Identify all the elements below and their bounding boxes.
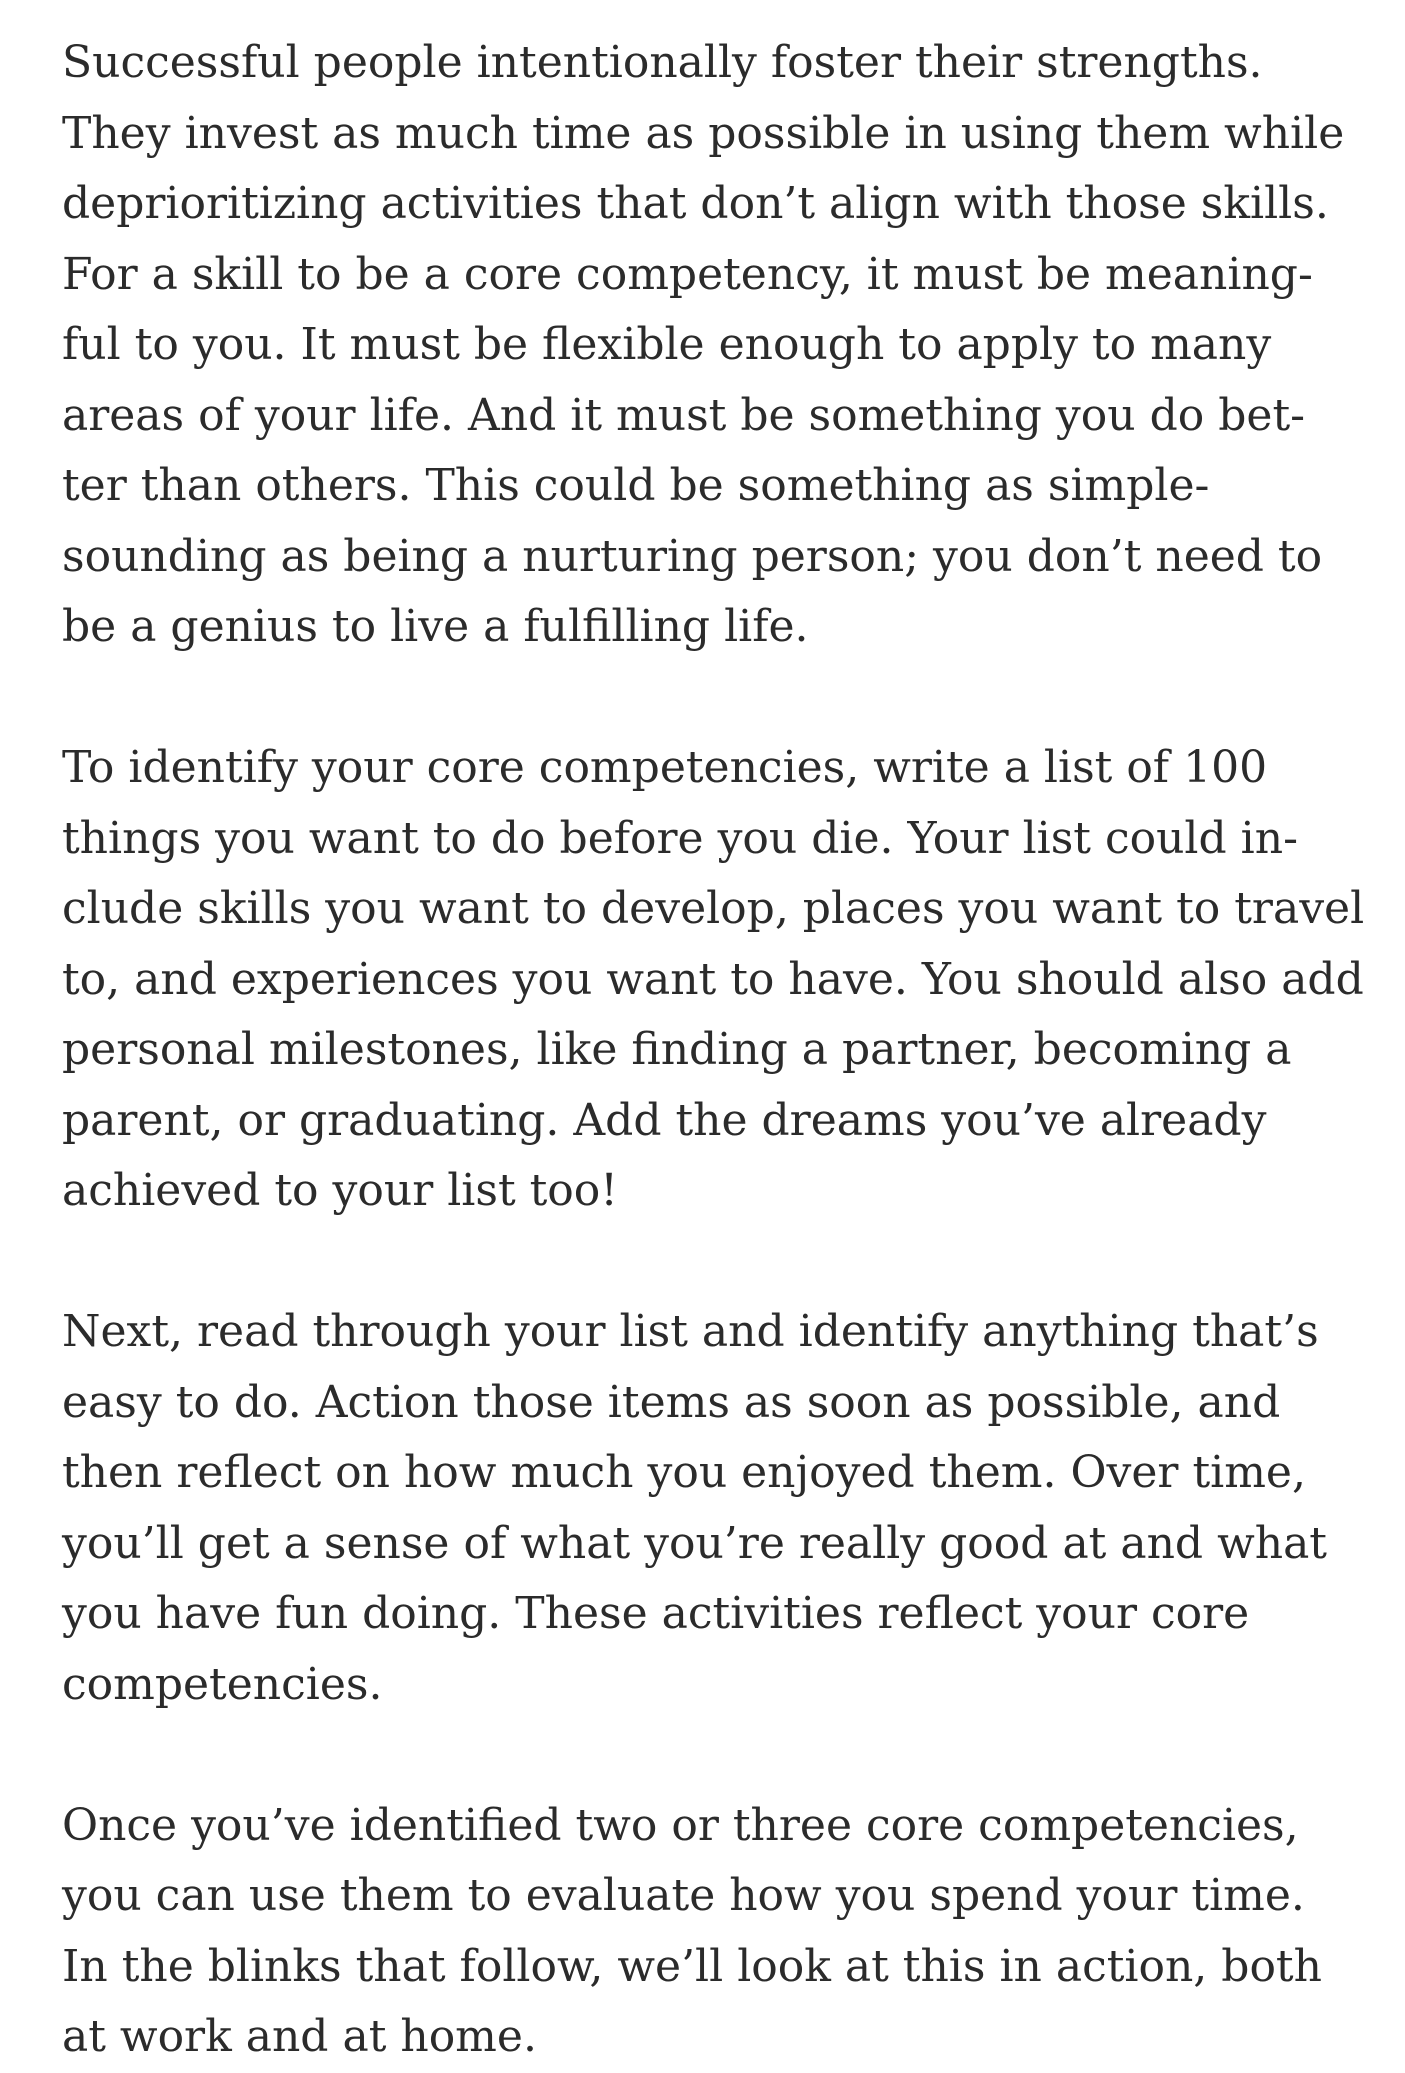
paragraph-3: [62, 1297, 1382, 1720]
text-line: Once you’ve identified two or three core competencies,: [62, 1799, 1299, 1851]
text-line: things you want to do before you die. Your list could in-: [62, 812, 1298, 864]
text-line: competencies.: [62, 1658, 383, 1710]
text-line: In the blinks that follow, we’ll look at this in action, both: [62, 1940, 1322, 1992]
paragraph-2: [62, 733, 1382, 1227]
text-line: easy to do. Action those items as soon as possible, and: [62, 1376, 1281, 1428]
text-line: you have fun doing. These activities reflect your core: [62, 1588, 1250, 1639]
text-line: personal milestones, like finding a partner, becoming a: [62, 1024, 1292, 1075]
paragraph-4: [62, 1791, 1382, 2073]
text-line: Next, read through your list and identify anything that’s: [62, 1306, 1319, 1357]
paragraph-spacer: [62, 663, 1382, 734]
text-line: They invest as much time as possible in using them while: [62, 107, 1345, 159]
text-line: ter than others. This could be something as simple-: [62, 460, 1210, 511]
paragraph-spacer: [62, 1720, 1382, 1791]
text-line: you’ll get a sense of what you’re really good at and what: [62, 1517, 1327, 1569]
text-line: clude skills you want to develop, places you want to travel: [62, 883, 1365, 934]
text-line: Successful people intentionally foster their strengths.: [62, 37, 1263, 88]
text-line: achieved to your list too!: [62, 1165, 618, 1216]
text-line: at work and at home.: [62, 2011, 537, 2062]
text-line: areas of your life. And it must be something you do bet-: [62, 389, 1305, 441]
text-line: sounding as being a nurturing person; you don’t need to: [62, 530, 1323, 582]
paragraph-1: [62, 28, 1382, 663]
text-line: you can use them to evaluate how you spend your time.: [62, 1870, 1305, 1921]
text-line: To identify your core competencies, write a list of 100: [62, 742, 1268, 793]
text-line: then reflect on how much you enjoyed them. Over time,: [62, 1447, 1306, 1498]
text-line: For a skill to be a core competency, it must be meaning-: [62, 248, 1313, 300]
text-line: to, and experiences you want to have. You should also add: [62, 953, 1364, 1005]
article-body: [62, 28, 1382, 2073]
text-line: deprioritizing activities that don’t align with those skills.: [62, 178, 1329, 229]
text-line: ful to you. It must be flexible enough to apply to many: [62, 319, 1272, 370]
paragraph-spacer: [62, 1227, 1382, 1298]
text-line: be a genius to live a fulfilling life.: [62, 601, 809, 652]
text-line: parent, or graduating. Add the dreams you’ve already: [62, 1094, 1267, 1146]
